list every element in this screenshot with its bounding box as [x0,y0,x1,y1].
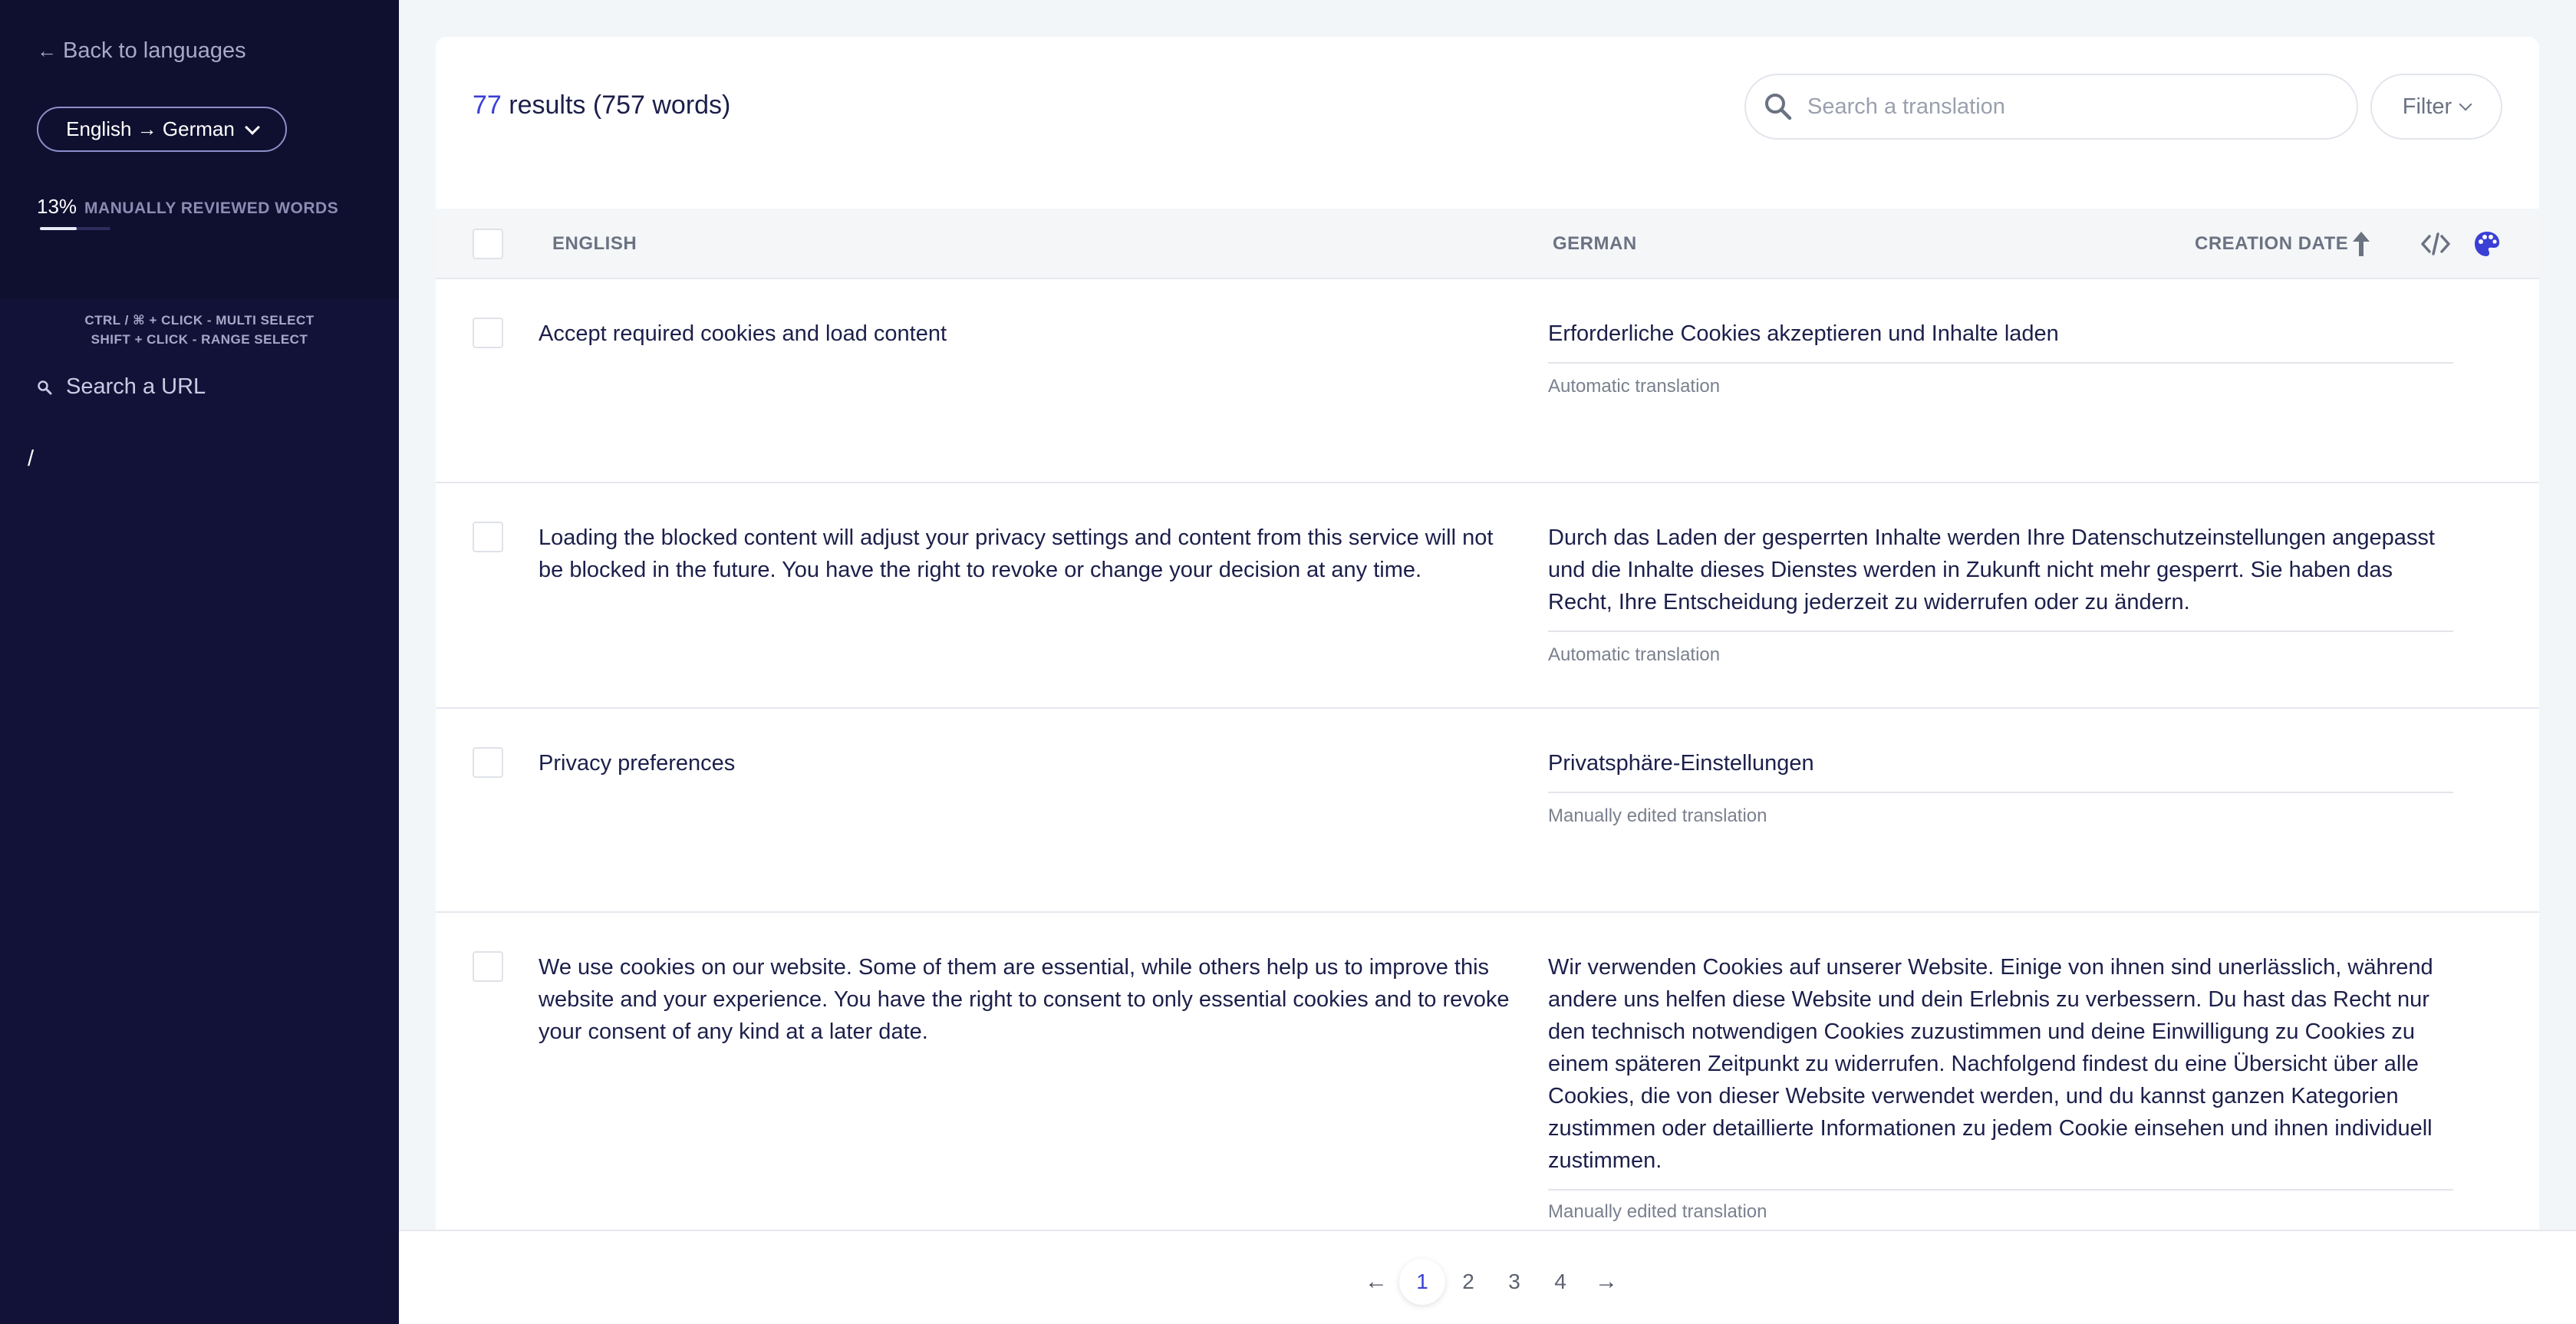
filter-label: Filter [2402,94,2452,119]
column-header-creation-date[interactable]: CREATION DATE [2195,233,2349,254]
review-label: MANUALLY REVIEWED WORDS [84,199,339,217]
filter-button[interactable] [2370,74,2502,140]
target-text[interactable]: Wir verwenden Cookies auf unserer Website. Einige von ihnen sind unerlässlich, während andere uns helfen diese Website und dein Erlebnis zu verbessern. Du hast das Recht nur den technisch notwendigen Cookies zuzustimmen und deine Einwilligung zu Cookies zu einem späteren Zeitpunkt zu widerrufen. Nachfolgend findest du eine Übersicht über alle Cookies, die von dieser Website verwendet werden, und du kannst ganzen Kategorien zustimmen oder detaillierte Informationen zu jedem Cookie einsehen und ihnen individuell zustimmen. [1548,951,2453,1191]
chevron-down-icon [245,120,260,135]
review-progress-fill [40,227,77,230]
back-to-languages-link[interactable] [37,38,246,64]
translation-status: Automatic translation [1548,376,1721,397]
search-icon [1763,91,1794,122]
translation-search [1744,74,2358,140]
translation-status: Manually edited translation [1548,805,1767,826]
row-checkbox[interactable] [473,522,503,552]
translation-search-input[interactable] [1807,94,2329,120]
page-4-button[interactable]: 4 [1554,1270,1566,1293]
selection-hints [0,311,399,349]
column-header-source[interactable]: ENGLISH [552,233,637,254]
url-search-input[interactable] [66,374,357,400]
sidebar-header [0,0,399,299]
url-tree-root[interactable]: / [28,446,35,471]
results-summary [473,91,730,120]
target-text[interactable]: Privatsphäre-Einstellungen [1548,747,2453,793]
page-2-button[interactable]: 2 [1462,1270,1474,1293]
select-all-checkbox[interactable] [473,229,503,259]
review-stat [37,195,338,219]
prev-page-button[interactable]: ← [1365,1269,1388,1294]
language-pair-select[interactable] [37,107,287,152]
sidebar [0,0,399,1324]
back-label: Back to languages [63,38,246,63]
row-checkbox[interactable] [473,747,503,778]
target-text[interactable]: Erforderliche Cookies akzeptieren und Inhalte laden [1548,318,2453,364]
arrow-up-icon[interactable] [2351,230,2371,258]
page-3-button[interactable]: 3 [1508,1270,1520,1293]
next-page-button[interactable]: → [1595,1269,1618,1294]
pagination [399,1230,2576,1324]
target-text[interactable]: Durch das Laden der gesperrten Inhalte werden Ihre Datenschutzeinstellungen angepasst und die Inhalte dieses Dienstes werden in Zukunft nicht mehr gesperrt. Sie haben das Recht, Ihre Entscheidung jederzeit zu widerrufen oder zu ändern. [1548,522,2453,632]
results-count: 77 [473,91,502,120]
hint-multi-select: CTRL / ⌘ + CLICK - MULTI SELECT [84,313,315,328]
row-checkbox[interactable] [473,318,503,348]
language-pair-label: English → German [66,117,235,140]
review-percent: 13% [37,195,77,218]
chevron-down-icon [2459,98,2472,111]
source-text: Privacy preferences [539,751,736,776]
pagination-controls [1353,1259,1629,1305]
hint-range-select: SHIFT + CLICK - RANGE SELECT [91,332,308,347]
arrow-left-icon: ← [37,39,57,62]
table-row[interactable] [436,913,2539,1272]
table-row[interactable] [436,483,2539,709]
page-1-button[interactable]: 1 [1399,1259,1445,1305]
source-text: We use cookies on our website. Some of them are essential, while others help us to improve this website and your experience. You have the right to consent to only essential cookies and to revoke your consent of any kind at a later date. [539,955,1510,1044]
code-icon[interactable] [2421,232,2450,256]
row-checkbox[interactable] [473,951,503,982]
search-icon [37,380,52,395]
url-search [37,374,357,400]
source-text: Accept required cookies and load content [539,321,947,346]
results-text: results (757 words) [509,91,731,120]
translation-status: Manually edited translation [1548,1201,1767,1222]
review-progress-bar [40,227,110,230]
column-header-target[interactable]: GERMAN [1553,233,1637,254]
palette-icon[interactable] [2473,230,2501,258]
translations-card [436,37,2539,1272]
translation-status: Automatic translation [1548,644,1721,665]
table-row[interactable] [436,279,2539,483]
table-row[interactable] [436,709,2539,913]
table-header [436,209,2539,279]
source-text: Loading the blocked content will adjust your privacy settings and content from this service will not be blocked in the future. You have the right to revoke or change your decision at any time. [539,525,1494,582]
